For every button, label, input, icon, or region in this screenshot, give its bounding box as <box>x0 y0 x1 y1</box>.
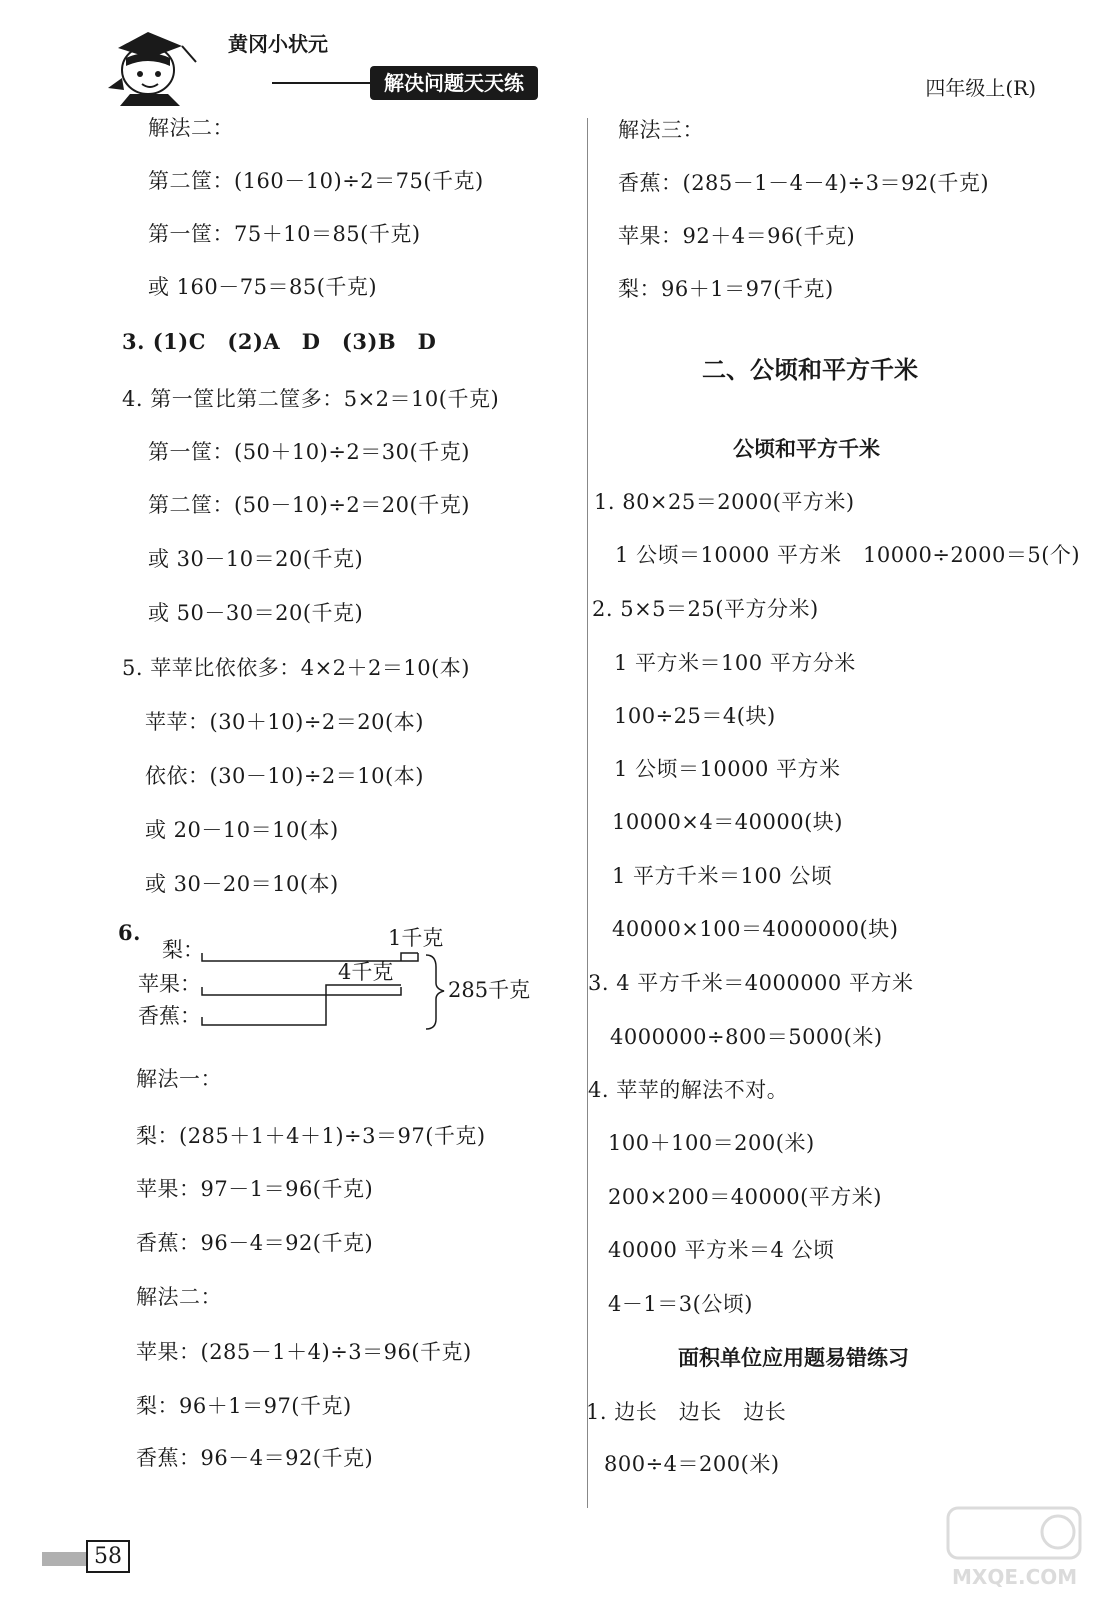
solution-heading: 解法二： <box>136 1285 222 1309</box>
answer-line: 苹苹：(30＋10)÷2＝20(本) <box>145 710 424 734</box>
answer-line: 或 50－30＝20(千克) <box>148 601 364 625</box>
watermark-logo-icon <box>944 1502 1084 1592</box>
answer-line: 100＋100＝200(米) <box>608 1131 815 1155</box>
answer-line: 40000×100＝4000000(块) <box>612 917 899 941</box>
answer-line: 4－1＝3(公顷) <box>608 1292 753 1316</box>
one-kg-bracket <box>401 953 418 961</box>
answer-line: 1 平方千米＝100 公顷 <box>612 864 833 888</box>
four-kg-bracket <box>326 985 401 995</box>
subsection-title: 公顷和平方千米 <box>733 437 880 461</box>
answer-line: 第一筐：(50＋10)÷2＝30(千克) <box>148 440 470 464</box>
watermark-text: MXQE.COM <box>952 1565 1078 1589</box>
solution-heading: 解法二： <box>148 116 234 140</box>
answer-line: 香蕉：96－4＝92(千克) <box>136 1446 374 1470</box>
answer-line: 40000 平方米＝4 公顷 <box>608 1238 835 1262</box>
column-divider <box>587 118 588 1508</box>
solution-heading: 解法一： <box>136 1067 222 1091</box>
answer-line: 依依：(30－10)÷2＝10(本) <box>145 764 424 788</box>
brand-name: 黄冈小状元 <box>228 32 328 56</box>
answer-line: 第二筐：(160－10)÷2＝75(千克) <box>148 169 484 193</box>
answer-line: 香蕉：(285－1－4－4)÷3＝92(千克) <box>618 171 990 195</box>
section-title: 二、公顷和平方千米 <box>702 356 918 384</box>
question-4-answer: 4. 第一筐比第二筐多：5×2＝10(千克) <box>122 387 500 411</box>
page-number: 58 <box>86 1540 130 1573</box>
answer-line: 或 160－75＝85(千克) <box>148 275 378 299</box>
answer-line: 1 公顷＝10000 平方米 <box>614 757 841 781</box>
apple-segment <box>202 987 401 995</box>
answer-line: 或 30－10＝20(千克) <box>148 547 364 571</box>
question-1-answer: 1. 边长 边长 边长 <box>586 1400 787 1424</box>
series-banner: 解决问题天天练 <box>370 66 538 100</box>
answer-line: 1 平方米＝100 平方分米 <box>614 651 856 675</box>
answer-line: 苹果：(285－1＋4)÷3＝96(千克) <box>136 1340 472 1364</box>
page-number-decoration <box>42 1552 86 1566</box>
question-5-answer: 5. 苹苹比依依多：4×2＋2＝10(本) <box>122 656 470 680</box>
answer-line: 1 公顷＝10000 平方米 10000÷2000＝5(个) <box>615 543 1081 567</box>
answer-line: 梨：96＋1＝97(千克) <box>618 277 834 301</box>
line-segment-diagram <box>118 925 548 1035</box>
page-number-badge <box>42 1540 142 1580</box>
answer-line: 第一筐：75＋10＝85(千克) <box>148 222 421 246</box>
grade-label: 四年级上(R) <box>925 76 1036 100</box>
banana-label: 香蕉： <box>138 1004 201 1028</box>
apple-label: 苹果： <box>138 972 201 996</box>
answer-line: 10000×4＝40000(块) <box>612 810 843 834</box>
question-3-answer: 3. 4 平方千米＝4000000 平方米 <box>588 971 914 995</box>
mascot-logo-icon <box>100 18 220 108</box>
answer-line: 或 20－10＝10(本) <box>145 818 339 842</box>
subsection-title: 面积单位应用题易错练习 <box>678 1346 909 1370</box>
answer-line: 苹果：97－1＝96(千克) <box>136 1177 374 1201</box>
total-label: 285千克 <box>448 978 531 1002</box>
question-6-number: 6. <box>118 920 141 945</box>
answer-line: 梨：96＋1＝97(千克) <box>136 1394 352 1418</box>
four-kg-label: 4千克 <box>338 960 394 984</box>
question-4-answer: 4. 苹苹的解法不对。 <box>588 1078 789 1102</box>
question-1-answer: 1. 80×25＝2000(平方米) <box>594 490 855 514</box>
answer-line: 100÷25＝4(块) <box>614 704 776 728</box>
pear-label: 梨： <box>162 938 204 962</box>
solution-heading: 解法三： <box>618 118 704 142</box>
banner-divider <box>272 82 382 84</box>
question-3-answer: 3. (1)C (2)A D (3)B D <box>122 329 437 354</box>
answer-line: 或 30－20＝10(本) <box>145 872 339 896</box>
answer-line: 香蕉：96－4＝92(千克) <box>136 1231 374 1255</box>
answer-line: 4000000÷800＝5000(米) <box>610 1025 883 1049</box>
one-kg-label: 1千克 <box>388 926 444 950</box>
answer-line: 第二筐：(50－10)÷2＝20(千克) <box>148 493 470 517</box>
answer-line: 梨：(285＋1＋4＋1)÷3＝97(千克) <box>136 1124 486 1148</box>
page-header <box>100 18 1060 108</box>
answer-line: 苹果：92＋4＝96(千克) <box>618 224 856 248</box>
question-2-answer: 2. 5×5＝25(平方分米) <box>592 597 819 621</box>
total-brace <box>426 955 444 1029</box>
answer-line: 800÷4＝200(米) <box>604 1452 780 1476</box>
banana-segment <box>202 995 326 1025</box>
answer-line: 200×200＝40000(平方米) <box>608 1185 882 1209</box>
